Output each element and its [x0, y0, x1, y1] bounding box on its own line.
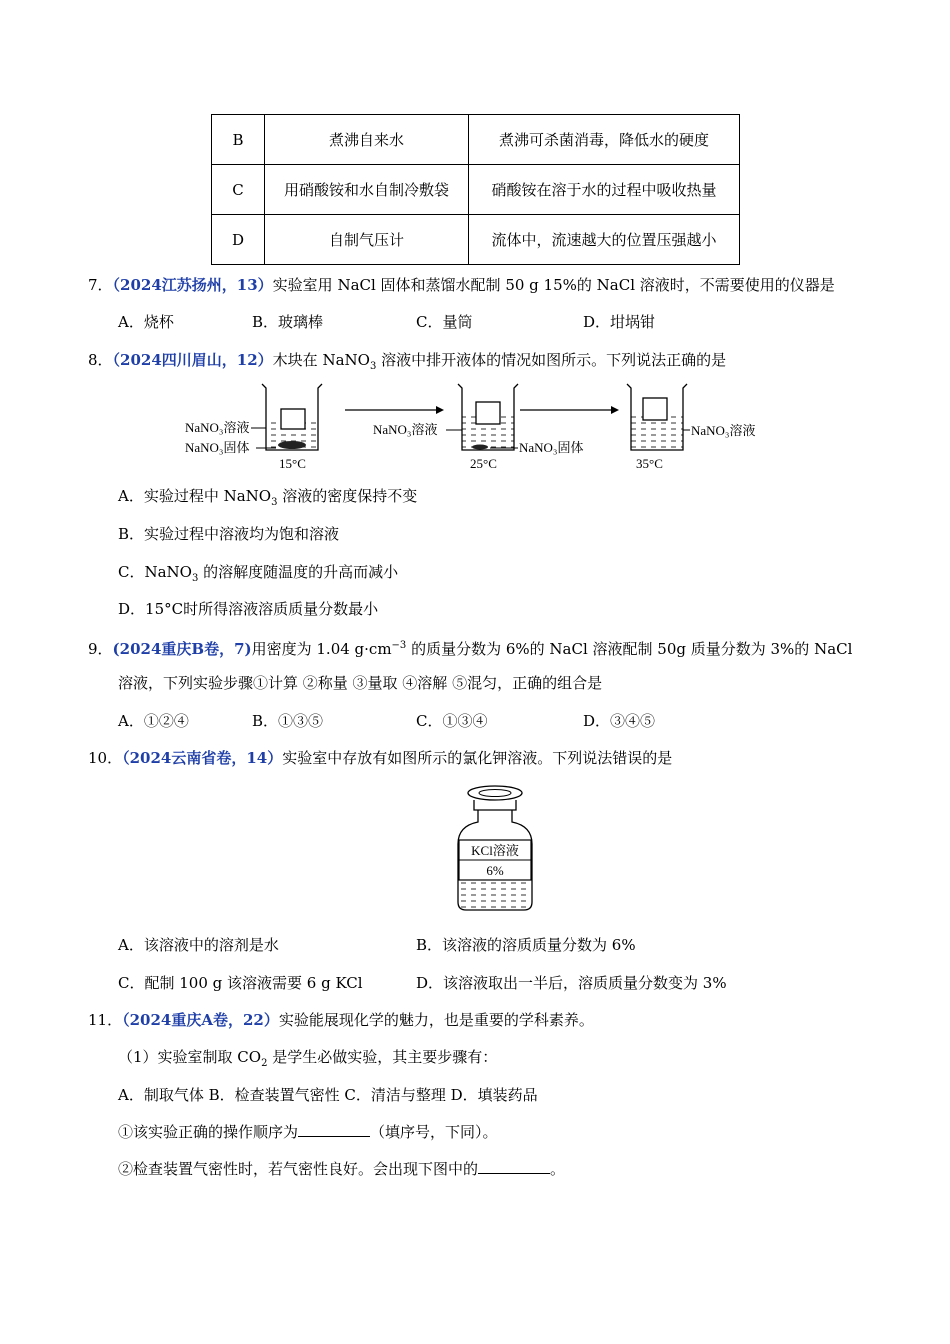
option-text: 的溶解度随温度的升高而减小: [198, 563, 399, 581]
question-text: 的质量分数为 6%的 NaCl 溶液配制 50g 质量分数为 3%的 NaCl: [406, 640, 853, 658]
question-number: 10．: [88, 749, 123, 767]
q8-option-a: [118, 486, 417, 513]
table-cell: 自制气压计: [265, 215, 469, 265]
question-text: 实验室用 NaCl 固体和蒸馏水配制 50 g 15%的 NaCl 溶液时，不需要使用的仪器是: [272, 276, 835, 294]
subscript: 3: [369, 361, 377, 372]
temp-label: 25°C: [470, 456, 497, 471]
question-number: 7．: [88, 276, 113, 294]
q8-option-b: B．实验过程中溶液均为饱和溶液: [118, 525, 340, 543]
arrow-head-icon: [436, 406, 444, 414]
question-9-stem: [88, 636, 852, 659]
q7-option-b: B．玻璃棒: [252, 313, 324, 331]
subquestion-text: ②检查装置气密性时，若气密性良好。会出现下图中的: [118, 1160, 479, 1178]
label-solution: NaNO₃溶液: [691, 423, 756, 438]
question-source: （2024四川眉山，12）: [112, 351, 273, 369]
q9-option-c: C．①③④: [416, 712, 488, 730]
subscript: 3: [191, 573, 199, 584]
label-solution: NaNO₃溶液: [373, 422, 438, 437]
beaker-diagram: [180, 378, 780, 476]
q8-option-c: [118, 562, 398, 589]
wood-block: [476, 402, 500, 424]
subquestion-text: ①该实验正确的操作顺序为: [118, 1123, 299, 1141]
answer-blank[interactable]: [478, 1159, 550, 1174]
subquestion-text: （填序号，下同）。: [370, 1123, 498, 1141]
label-concentration: 6%: [486, 863, 504, 878]
table-cell: C: [212, 165, 265, 215]
solid-crystals: [472, 445, 488, 450]
table-cell: 流体中，流速越大的位置压强越小: [469, 215, 740, 265]
q10-option-d: D．该溶液取出一半后，溶质质量分数变为 3%: [416, 974, 727, 992]
answer-blank[interactable]: [298, 1122, 370, 1137]
question-number: 11．: [88, 1011, 123, 1029]
table-cell: D: [212, 215, 265, 265]
label-name: KCl溶液: [471, 843, 519, 858]
experiment-table: [211, 114, 740, 265]
table-cell: 用硝酸铵和水自制冷敷袋: [265, 165, 469, 215]
q11-part-1: [118, 1047, 497, 1074]
subquestion-text: 。: [550, 1160, 566, 1178]
label-solution: NaNO₃溶液: [185, 420, 250, 435]
q11-subquestion-1: [118, 1122, 498, 1142]
label-solid: NaNO₃固体: [519, 440, 584, 455]
subscript: 2: [261, 1058, 268, 1069]
reagent-bottle-diagram: [450, 784, 540, 916]
option-text: A．实验过程中 NaNO: [118, 487, 272, 505]
subscript: 3: [271, 497, 278, 508]
beaker-15c: [185, 384, 322, 471]
temp-label: 15°C: [279, 456, 306, 471]
question-text: 实验能展现化学的魅力，也是重要的学科素养。: [278, 1011, 594, 1029]
question-source: （2024江苏扬州，13）: [112, 276, 273, 294]
temp-label: 35°C: [636, 456, 663, 471]
label-solid: NaNO₃固体: [185, 440, 250, 455]
option-text: C．NaNO: [118, 563, 192, 581]
part-text: （1）实验室制取 CO: [118, 1048, 262, 1066]
q8-option-d: D．15°C时所得溶液溶质质量分数最小: [118, 600, 379, 618]
arrow-head-icon: [611, 406, 619, 414]
q11-subquestion-2: [118, 1159, 565, 1179]
question-number: 8．: [88, 351, 113, 369]
beaker-35c: [627, 384, 755, 471]
q10-option-b: B．该溶液的溶质质量分数为 6%: [416, 936, 636, 954]
q7-option-d: D．坩埚钳: [583, 313, 656, 331]
q9-option-d: D．③④⑤: [583, 712, 656, 730]
question-7-stem: [88, 275, 835, 295]
stopper: [468, 786, 522, 800]
question-11-stem: [88, 1010, 594, 1030]
question-text: 实验室中存放有如图所示的氯化钾溶液。下列说法错误的是: [282, 749, 673, 767]
q9-option-a: A．①②④: [118, 712, 189, 730]
table-cell: B: [212, 115, 265, 165]
table-row: [212, 115, 740, 165]
table-cell: 煮沸自来水: [265, 115, 469, 165]
question-8-stem: [88, 350, 726, 377]
q11-steps: A．制取气体 B．检查装置气密性 C．清洁与整理 D．填装药品: [118, 1086, 538, 1104]
question-10-stem: [88, 748, 672, 768]
question-source: （2024云南省卷，14）: [122, 749, 283, 767]
q7-option-c: C．量筒: [416, 313, 473, 331]
option-text: 溶液的密度保持不变: [277, 487, 418, 505]
question-text: 溶液中排开液体的情况如图所示。下列说法正确的是: [376, 351, 727, 369]
part-text: 是学生必做实验，其主要步骤有：: [267, 1048, 498, 1066]
superscript: −3: [391, 640, 407, 651]
question-text: 木块在 NaNO: [272, 351, 370, 369]
question-source: （2024重庆A卷，22）: [122, 1011, 279, 1029]
beaker-25c: [373, 384, 583, 471]
q10-option-c: C．配制 100 g 该溶液需要 6 g KCl: [118, 974, 363, 992]
question-source: (2024重庆B卷，7): [112, 640, 252, 658]
wood-block: [643, 398, 667, 420]
question-number: 9．: [88, 640, 113, 658]
q7-option-a: A．烧杯: [118, 313, 174, 331]
table-row: [212, 165, 740, 215]
table-cell: 硝酸铵在溶于水的过程中吸收热量: [469, 165, 740, 215]
table-row: [212, 215, 740, 265]
question-text: 用密度为 1.04 g·cm: [251, 640, 392, 658]
table-cell: 煮沸可杀菌消毒，降低水的硬度: [469, 115, 740, 165]
solid-crystals: [278, 441, 306, 449]
q9-option-b: B．①③⑤: [252, 712, 324, 730]
wood-block: [281, 409, 305, 429]
q10-option-a: A．该溶液中的溶剂是水: [118, 936, 279, 954]
question-9-stem-cont: 溶液，下列实验步骤①计算 ②称量 ③量取 ④溶解 ⑤混匀，正确的组合是: [118, 674, 603, 692]
